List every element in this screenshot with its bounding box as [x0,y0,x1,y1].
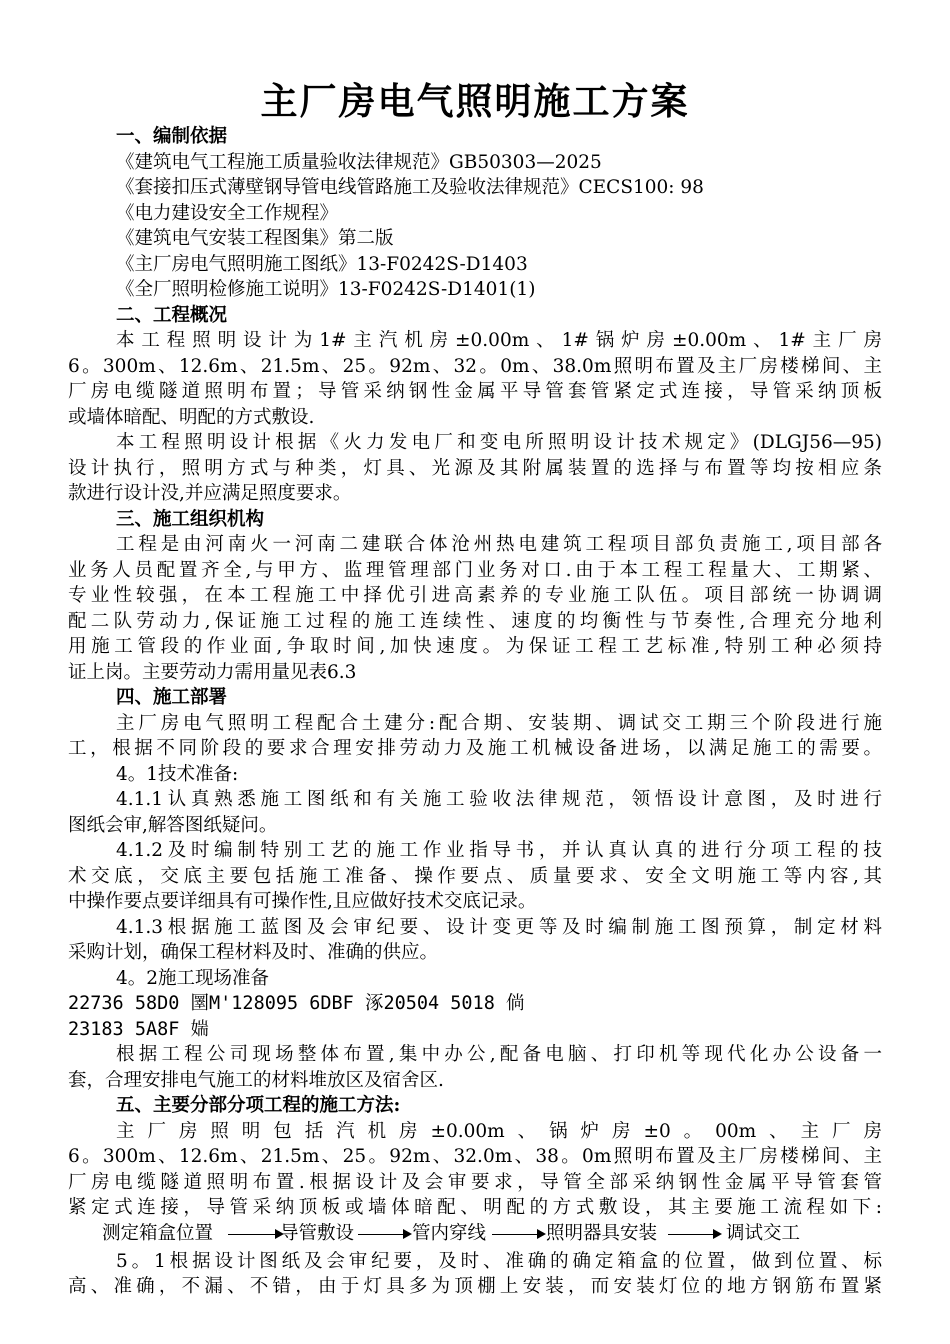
reference-line: 《电力建设安全工作规程》 [116,202,339,224]
paragraph-line: 套，合理安排电气施工的材料堆放区及宿舍区. [68,1069,444,1091]
reference-line: 《建筑电气工程施工质量验收法律规范》GB50303—2025 [116,151,602,173]
paragraph-line: 5。1根据设计图纸及会审纪要，及时、准确的确定箱盒的位置，做到位置、标 [116,1250,882,1272]
paragraph-line: 根据工程公司现场整体布置,集中办公,配备电脑、打印机等现代化办公设备一 [116,1044,882,1065]
paragraph-line: 工，根据不同阶段的要求合理安排劳动力及施工机械设备进场，以满足施工的需要。 [68,738,882,759]
document-body [68,124,882,1300]
section-heading-basis: 一、编制依据 [116,126,228,147]
paragraph-line: 业务人员配置齐全,与甲方、监理管理部门业务对口.由于本工程工程量大、工期紧、 [68,559,882,581]
construction-flow [68,1221,882,1249]
garbled-text-line: 22736 58D0 圛M'128095 6DBF 涿20504 5018 倘 [68,993,525,1014]
reference-line: 《主厂房电气照明施工图纸》13-F0242S-D1403 [116,253,528,275]
paragraph-line: 用施工管段的作业面,争取时间,加快速度。为保证工程工艺标准,特别工种必须持 [68,636,882,657]
paragraph-line: 厂房电缆隧道照明布置；导管采纳钢性金属平导管套管紧定式连接，导管采纳顶板 [68,381,882,402]
flow-arrow-icon [228,1234,282,1235]
flow-step: 测定箱盒位置 [102,1222,214,1244]
section-heading-deployment: 四、施工部署 [116,687,228,708]
subsection-heading: 4。1技术准备: [116,763,239,785]
paragraph-line: 6。300m、12.6m、21.5m、25。92m、32.0m、38。0m照明布置及主厂房楼梯间、主 [68,1146,882,1167]
paragraph-line: 4.1.2及时编制特别工艺的施工作业指导书，并认真认真的进行分项工程的技 [116,840,882,861]
paragraph-line: 主厂房电气照明工程配合土建分:配合期、安装期、调试交工期三个阶段进行施 [116,712,882,734]
paragraph-line: 本工程照明设计根据《火力发电厂和变电所照明设计技术规定》(DLGJ56—95) [116,432,882,453]
document-title: 主厂房电气照明施工方案 [260,79,690,123]
paragraph-line: 采购计划，确保工程材料及时、准确的供应。 [68,942,439,963]
paragraph-line: 本工程照明设计为1#主汽机房±0.00m、1#锅炉房±0.00m、1#主厂房 [116,330,882,351]
paragraph-line: 专业性较强，在本工程施工中择优引进高素养的专业施工队伍。项目部统一协调调 [68,585,882,606]
flow-arrow-icon [492,1234,544,1235]
reference-line: 《建筑电气安装工程图集》第二版 [116,228,394,249]
paragraph-line: 中操作要点要详细具有可操作性,且应做好技术交底记录。 [68,891,537,912]
paragraph-line: 4.1.1认真熟悉施工图纸和有关施工验收法律规范，领悟设计意图，及时进行 [116,789,882,810]
paragraph-line: 高、准确，不漏、不错，由于灯具多为顶棚上安装，而安装灯位的地方钢筋布置紧 [68,1276,882,1297]
flow-arrow-icon [358,1234,410,1235]
section-heading-organization: 三、施工组织机构 [116,508,265,530]
reference-line: 《套接扣压式薄壁钢导管电线管路施工及验收法律规范》CECS100: 98 [116,177,704,198]
flow-step: 照明器具安装 [546,1222,658,1244]
flow-step: 管内穿线 [412,1222,487,1244]
paragraph-line: 4.1.3根据施工蓝图及会审纪要、设计变更等及时编制施工图预算，制定材料 [116,916,882,938]
flow-step: 调试交工 [726,1222,801,1244]
flow-step: 导管敷设 [280,1222,355,1244]
paragraph-line: 6。300m、12.6m、21.5m、25。92m、32。0m、38.0m照明布置及主厂房楼梯间、主 [68,355,882,377]
paragraph-line: 主厂房照明包括汽机房±0.00m、锅炉房±0。00m、主厂房 [116,1120,882,1142]
paragraph-line: 厂房电缆隧道照明布置.根据设计及会审要求，导管全部采纳钢性金属平导管套管 [68,1171,882,1193]
subsection-heading: 4。2施工现场准备 [116,967,270,989]
paragraph-line: 或墙体暗配、明配的方式敷设. [68,406,315,428]
paragraph-line: 紧定式连接，导管采纳顶板或墙体暗配、明配的方式敷设，其主要施工流程如下: [68,1197,882,1218]
paragraph-line: 配二队劳动力,保证施工过程的施工连续性、速度的均衡性与节奏性,合理充分地利 [68,610,882,632]
paragraph-line: 术交底，交底主要包括施工准备、操作要点、质量要求、安全文明施工等内容,其 [68,865,882,887]
section-heading-methods: 五、主要分部分项工程的施工方法: [116,1095,401,1116]
reference-line: 《全厂照明检修施工说明》13-F0242S-D1401(1) [116,279,536,300]
flow-arrow-icon [668,1234,720,1235]
garbled-text-line: 23183 5A8F 媏 [68,1018,210,1040]
paragraph-line: 工程是由河南火一河南二建联合体沧州热电建筑工程项目部负责施工,项目部各 [116,534,882,555]
paragraph-line: 图纸会审,解答图纸疑问。 [68,814,278,836]
paragraph-line: 款进行设计没,并应满足照度要求。 [68,483,352,504]
paragraph-line: 设计执行，照明方式与种类，灯具、光源及其附属装置的选择与布置等均按相应条 [68,457,882,479]
section-heading-overview: 二、工程概况 [116,304,228,326]
paragraph-line: 证上岗。主要劳动力需用量见表6.3 [68,661,357,683]
